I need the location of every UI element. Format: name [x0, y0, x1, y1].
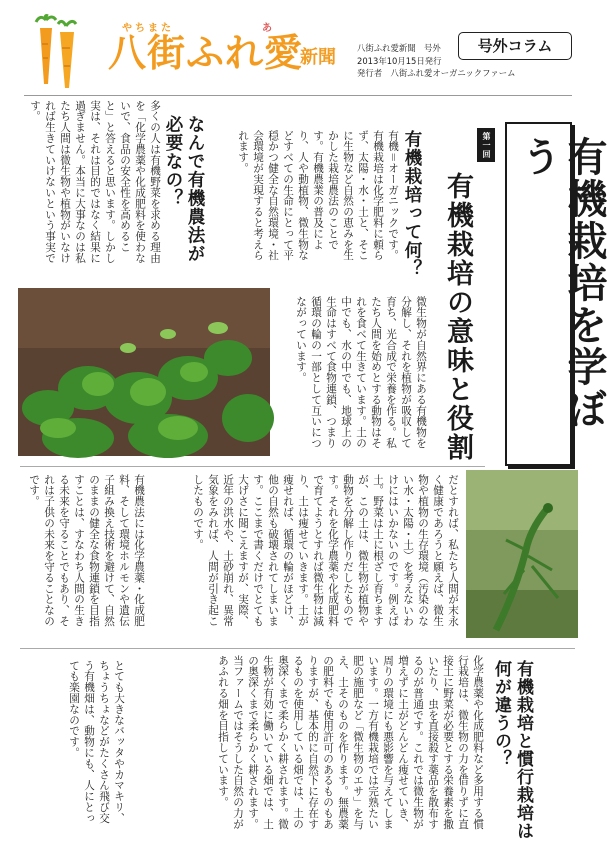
section4-body: だとすれば、私たち人間が末永く健康であろうと願えば、微生物や植物の生存環境（汚染のない水・太陽・土）を考えないわけにはいかないのです。例えば土。野菜は土に根ざし育ちますが、この土は、微生物が植物や動物を分解し作りだしたものです。それを化学農薬や化成肥料で育てようとすれば微生物は減り、土は痩せていきます。土が痩せれば、循環の輪がほどけ、他の自然も破壊されてしまいます。ここまで書くだけでとても大げさに聞こえますが、実際、近年の洪水や、土砂崩れ、異常気象をみれば、人間が引き起こしたものです。: [192, 474, 459, 627]
masthead-title-sub: 新聞: [300, 47, 336, 68]
section2-heading: なんで有機農法が必要なの？: [163, 115, 205, 263]
vegetable-field-photo: [18, 288, 270, 456]
column-badge: 号外コラム: [458, 32, 572, 60]
praying-mantis-photo: [466, 470, 578, 638]
section1-body: 有機＝オーガニックです。有機栽培は化学肥料に頼らず、太陽・水・土と、そこに生物など自然の恵みを生かした栽培農法のことです。有機農業の普及により、人や動植物、微生物などすべての生命にとって平穏かつ健全な自然環境・社会環境が実現すると考えられます。: [237, 130, 399, 261]
section2-body: 多くの人は有機野菜を求める理由を「化学農薬や化成肥料を使わないで、食品の安全性を高めること」と答えると思います。しかし実は、それは目的ではなく結果に過ぎません。本当に大事なのは私たち人間は微生物や植物がいなければ生きていけないという事実です。: [29, 100, 161, 264]
publication-name: 八街ふれ愛新聞 号外: [357, 43, 441, 53]
section3-body: 微生物が自然界にある有機物を分解し、それを植物が吸収して育ち、光合成で栄養を作る。私たち人間を始めとする動物はそれを食べて生きています。土の中でも、水の中でも、地球上の生命はすべて食物連鎖、つまり循環の輪の一部として互いにつながっています。: [295, 296, 427, 449]
middle-divider: [20, 466, 485, 467]
masthead-title: 八街ふれ愛: [108, 31, 304, 75]
section7-body: とても大きなバッタやカマキリ、ちょうちょなどがたくさん飛び交う有機畑は、動物にも、人にとっても楽園なのです。: [68, 660, 125, 824]
episode-badge: 第一回: [477, 128, 495, 162]
main-title: 有機栽培を学ぼう: [515, 136, 607, 430]
section1-heading: 有機栽培って何？: [402, 130, 422, 278]
main-title-box: [505, 122, 607, 466]
section6-body: 化学農薬や化成肥料など多用する慣行栽培は、微生物の力を借りずに直接土に野菜が必要とする栄養素を撒いたり、虫を直接殺す薬品を散布するのが普通です。これでは微生物が増えずに土がどんどん痩せていき、周りの環境にも悪影響を与えてしまいます。一方有機栽培では完熟たい肥の施肥など「微生物のエサ」を与え、土そのものを作ります。無農薬の肥料でも使用許可のあるものもありますが、基本的に自然下に存在するものを使用している畑では、土の奥深くまで柔らかく耕されます。微生物が有効に働いている畑では、土の奥深くまで柔らかく耕されます。当ファームではそうした自然の力があふれる畑を目指しています。: [217, 655, 484, 830]
carrot-logo-icon: [28, 14, 90, 92]
section6-heading: 有機栽培と慣行栽培は何が違うの？: [491, 660, 533, 840]
subtitle: 有機栽培の意味と役割: [442, 172, 473, 462]
masthead: [0, 0, 595, 95]
section5-body: 有機農法には化学農薬・化成肥料、そして環境ホルモンや遺伝子組み換え技術を避けて、自然のままの健全な食物連鎖を目指すことは、すなわち人間の生きる未来を守ることでもあり、それは子供の未来を守ることなのです。: [28, 474, 145, 627]
lower-divider: [20, 648, 575, 649]
publication-date: 2013年10月15日発行: [357, 55, 442, 66]
publisher: 発行者 八街ふれ愛オーガニックファーム: [357, 68, 516, 78]
masthead-ruby: や ち ま た あ: [122, 23, 272, 34]
masthead-divider: [24, 95, 572, 96]
